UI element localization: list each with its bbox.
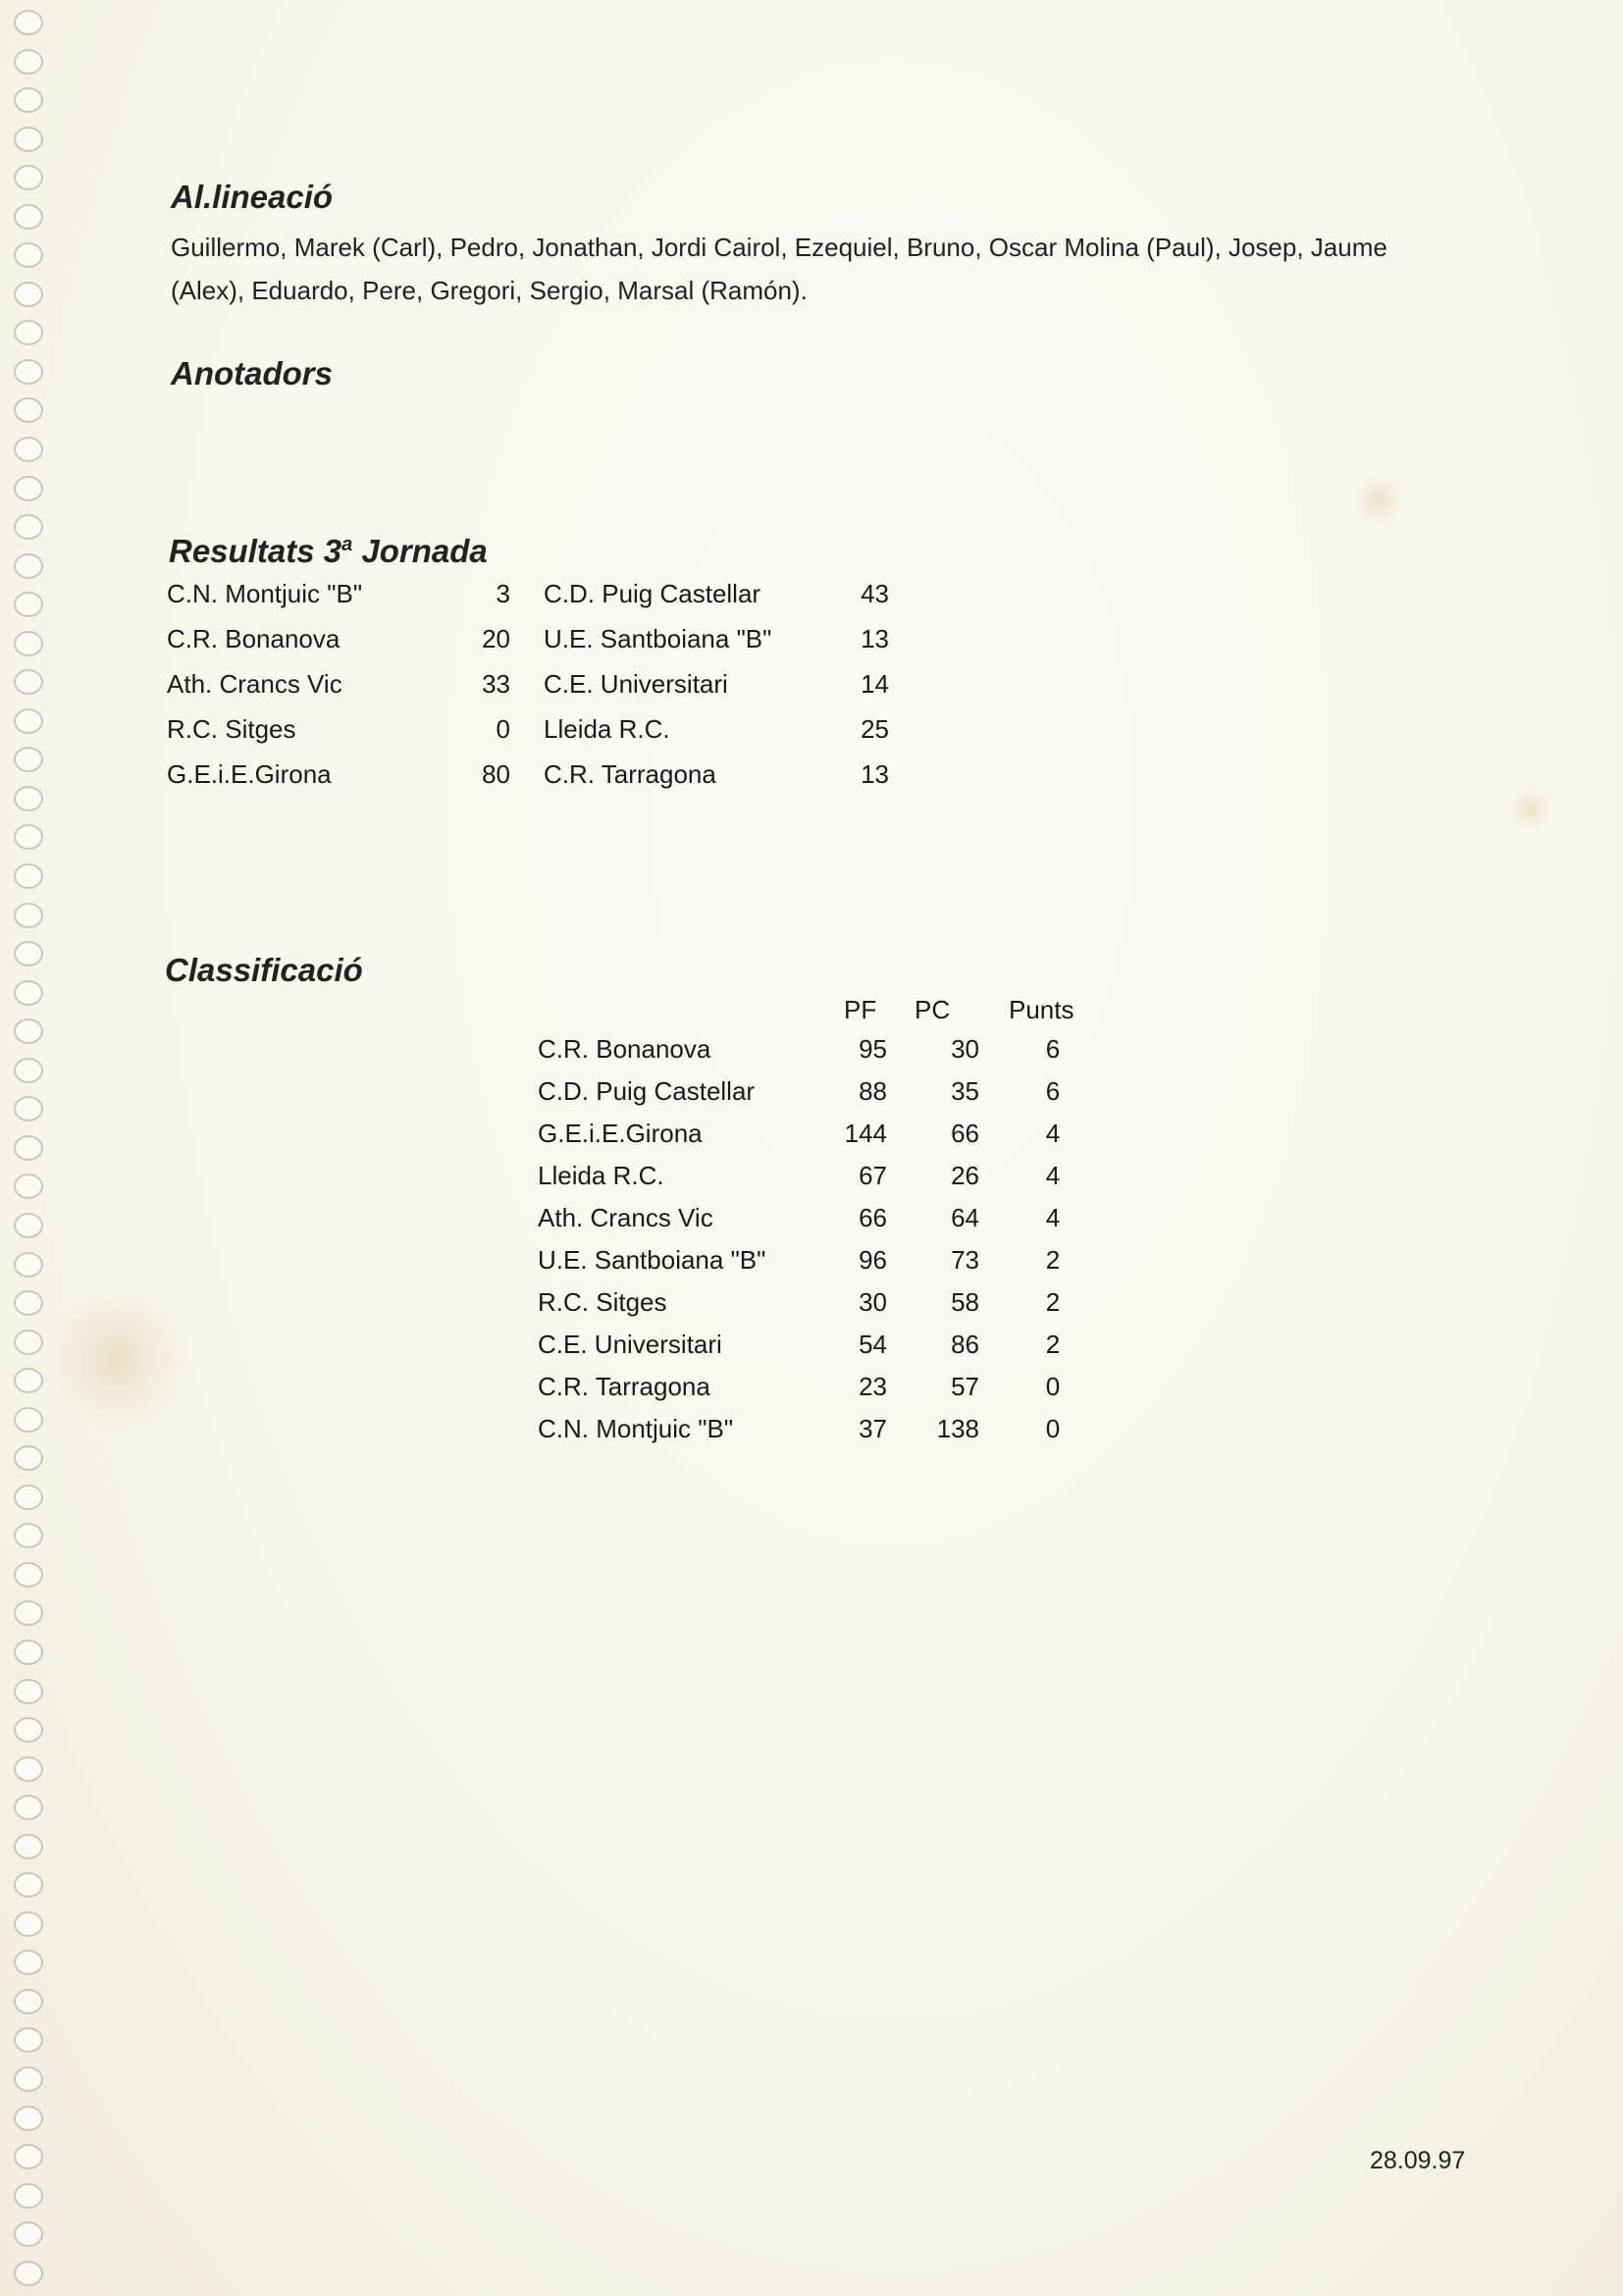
binder-hole — [14, 786, 43, 811]
binder-hole — [14, 1989, 43, 2014]
result-home-score: 20 — [482, 624, 510, 653]
binder-hole — [14, 1290, 43, 1316]
column-header-points: Punts — [1009, 995, 1074, 1024]
result-home-team: Ath. Crancs Vic — [167, 669, 342, 699]
binder-hole — [14, 165, 43, 190]
result-away-team: C.E. Universitari — [544, 669, 728, 699]
standings-team: C.E. Universitari — [538, 1330, 722, 1359]
binder-hole — [14, 1213, 43, 1238]
standings-pc: 30 — [951, 1034, 979, 1064]
standings-points: 2 — [1045, 1245, 1061, 1275]
standings-pf: 96 — [859, 1245, 887, 1275]
standings-pf: 88 — [859, 1076, 887, 1106]
standings-pc: 86 — [951, 1330, 979, 1359]
binder-hole — [14, 747, 43, 772]
results-heading-main: Resultats 3 — [169, 533, 342, 569]
binder-hole — [14, 669, 43, 695]
standings-pc: 57 — [951, 1372, 979, 1401]
standings-pc: 73 — [951, 1245, 979, 1275]
binder-hole — [14, 1872, 43, 1898]
standings-pf: 54 — [859, 1330, 887, 1359]
standings-points: 2 — [1045, 1330, 1061, 1359]
binder-hole — [14, 1834, 43, 1859]
binder-hole — [14, 282, 43, 307]
binder-hole — [14, 1717, 43, 1743]
paper-stain — [1354, 471, 1403, 530]
result-home-score: 0 — [496, 714, 510, 744]
binder-hole — [14, 1018, 43, 1044]
binder-hole — [14, 1330, 43, 1355]
binder-hole — [14, 514, 43, 540]
binder-hole — [14, 87, 43, 113]
standings-team: C.N. Montjuic "B" — [538, 1414, 734, 1443]
standings-team: C.R. Tarragona — [538, 1372, 710, 1401]
binder-hole — [14, 2027, 43, 2053]
paper-stain — [1511, 785, 1550, 834]
scorers-heading: Anotadors — [171, 355, 333, 391]
column-header-pf: PF — [844, 995, 877, 1024]
standings-pc: 35 — [951, 1076, 979, 1106]
binder-hole — [14, 1679, 43, 1704]
result-home-score: 80 — [482, 759, 510, 789]
standings-pc: 138 — [936, 1414, 979, 1443]
binder-hole — [14, 903, 43, 928]
standings-team: U.E. Santboiana "B" — [538, 1245, 766, 1275]
result-home-team: C.R. Bonanova — [167, 624, 340, 653]
result-away-team: Lleida R.C. — [544, 714, 670, 744]
document-date: 28.09.97 — [1370, 2147, 1466, 2174]
binder-hole — [14, 553, 43, 579]
standings-points: 4 — [1045, 1161, 1061, 1190]
standings-pc: 26 — [951, 1161, 979, 1190]
column-header-pc: PC — [915, 995, 951, 1024]
binder-hole — [14, 1562, 43, 1588]
result-away-score: 14 — [861, 669, 889, 699]
binder-hole — [14, 49, 43, 75]
result-away-team: U.E. Santboiana "B" — [544, 624, 772, 653]
result-home-team: G.E.i.E.Girona — [167, 759, 332, 789]
standings-points: 4 — [1045, 1203, 1061, 1232]
result-away-team: C.D. Puig Castellar — [544, 579, 761, 608]
binder-hole — [14, 2221, 43, 2247]
binder-hole — [14, 1795, 43, 1820]
result-away-score: 43 — [861, 579, 889, 608]
binder-hole — [14, 980, 43, 1006]
binder-hole — [14, 476, 43, 501]
binder-hole — [14, 1523, 43, 1548]
binder-hole — [14, 1096, 43, 1122]
binder-hole — [14, 824, 43, 850]
result-home-team: C.N. Montjuic "B" — [167, 579, 363, 608]
binder-hole — [14, 397, 43, 423]
binder-hole — [14, 863, 43, 889]
binder-hole — [14, 1911, 43, 1937]
binder-hole — [14, 1174, 43, 1199]
binder-hole — [14, 359, 43, 385]
result-away-score: 13 — [861, 624, 889, 653]
standings-points: 6 — [1045, 1076, 1061, 1106]
standings-pf: 95 — [859, 1034, 887, 1064]
standings-team: R.C. Sitges — [538, 1287, 667, 1317]
standings-heading: Classificació — [165, 952, 363, 988]
binder-hole — [14, 631, 43, 656]
lineup-heading: Al.lineació — [171, 179, 334, 215]
standings-pc: 66 — [951, 1119, 979, 1148]
result-away-team: C.R. Tarragona — [544, 759, 716, 789]
standings-team: Ath. Crancs Vic — [538, 1203, 713, 1232]
binder-hole — [14, 1640, 43, 1665]
binder-hole — [14, 592, 43, 617]
standings-pf: 37 — [859, 1414, 887, 1443]
results-heading-sup: a — [341, 534, 353, 555]
paper-stain — [59, 1285, 177, 1433]
standings-pf: 66 — [859, 1203, 887, 1232]
binder-hole — [14, 204, 43, 230]
binder-hole — [14, 1950, 43, 1975]
standings-team: Lleida R.C. — [538, 1161, 664, 1190]
standings-pf: 144 — [844, 1119, 887, 1148]
binder-hole — [14, 1407, 43, 1433]
standings-points: 2 — [1045, 1287, 1061, 1317]
standings-team: C.D. Puig Castellar — [538, 1076, 756, 1106]
binder-hole — [14, 10, 43, 35]
binder-hole — [14, 1600, 43, 1626]
binder-holes — [14, 10, 53, 2286]
results-heading — [169, 533, 488, 570]
standings-pc: 64 — [951, 1203, 979, 1232]
standings-pc: 58 — [951, 1287, 979, 1317]
standings-pf: 67 — [859, 1161, 887, 1190]
binder-hole — [14, 1445, 43, 1471]
result-away-score: 25 — [861, 714, 889, 744]
binder-hole — [14, 708, 43, 734]
binder-hole — [14, 1135, 43, 1161]
binder-hole — [14, 320, 43, 345]
standings-team: C.R. Bonanova — [538, 1034, 711, 1064]
binder-hole — [14, 1058, 43, 1083]
binder-hole — [14, 1485, 43, 1510]
result-away-score: 13 — [861, 759, 889, 789]
standings-points: 0 — [1045, 1372, 1061, 1401]
binder-hole — [14, 242, 43, 268]
standings-team: G.E.i.E.Girona — [538, 1119, 703, 1148]
standings-points: 6 — [1045, 1034, 1061, 1064]
binder-hole — [14, 1252, 43, 1278]
result-home-team: R.C. Sitges — [167, 714, 296, 744]
binder-hole — [14, 1756, 43, 1782]
result-home-score: 33 — [482, 669, 510, 699]
standings-points: 4 — [1045, 1119, 1061, 1148]
binder-hole — [14, 1368, 43, 1393]
binder-hole — [14, 127, 43, 152]
standings-pf: 23 — [859, 1372, 887, 1401]
binder-hole — [14, 437, 43, 462]
standings-points: 0 — [1045, 1414, 1061, 1443]
binder-hole — [14, 2183, 43, 2209]
binder-hole — [14, 2144, 43, 2169]
binder-hole — [14, 2066, 43, 2092]
lineup-text: Guillermo, Marek (Carl), Pedro, Jonathan, Jordi Cairol, Ezequiel, Bruno, Oscar Molina (Paul), Josep, Jaume (Alex), Eduardo, Pere, Gregori, Sergio, Marsal (Ramón). — [171, 233, 1387, 305]
standings-pf: 30 — [859, 1287, 887, 1317]
result-home-score: 3 — [496, 579, 510, 608]
binder-hole — [14, 2106, 43, 2131]
binder-hole — [14, 2261, 43, 2286]
results-heading-tail: Jornada — [352, 533, 488, 569]
binder-hole — [14, 941, 43, 966]
